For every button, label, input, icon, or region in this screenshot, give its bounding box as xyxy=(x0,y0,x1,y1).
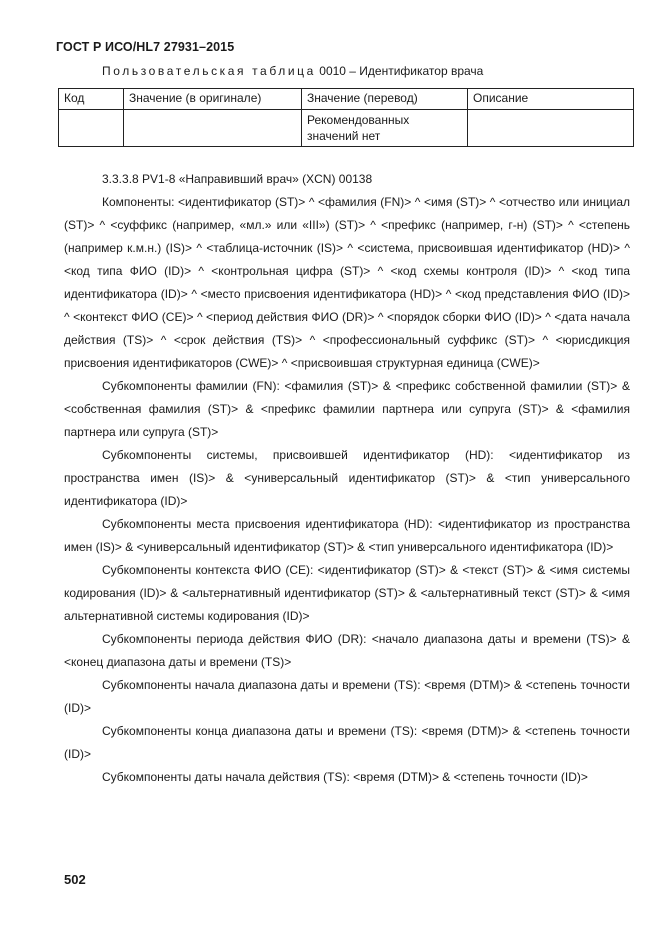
table-caption xyxy=(102,64,483,78)
page-number: 502 xyxy=(64,872,86,887)
table-caption-suffix: 0010 – Идентификатор врача xyxy=(319,64,484,78)
paragraph-fn-subcomponents: Субкомпоненты фамилии (FN): <фамилия (ST)> & <префикс собственной фамилии (ST)> & <собственная фамилия (ST)> & <префикс фамилии партнера или супруга (ST)> & <фамилия партнера или супруга (ST)> xyxy=(64,379,630,439)
values-table xyxy=(58,88,634,147)
paragraph-ts-effective-subcomponents: Субкомпоненты даты начала действия (TS): <время (DTM)> & <степень точности (ID)> xyxy=(102,770,588,784)
section-heading: 3.3.3.8 PV1-8 «Направивший врач» (XCN) 00138 xyxy=(102,172,373,186)
table-cell-translated-value: Рекомендованных значений нет xyxy=(302,110,468,147)
table-cell-description xyxy=(468,110,634,147)
column-header-original-value: Значение (в оригинале) xyxy=(124,89,302,110)
paragraph-ts-start-subcomponents: Субкомпоненты начала диапазона даты и времени (TS): <время (DTM)> & <степень точности (ID)> xyxy=(64,678,630,715)
section-body xyxy=(64,168,630,789)
column-header-code: Код xyxy=(59,89,124,110)
document-header: ГОСТ Р ИСО/HL7 27931–2015 xyxy=(56,40,235,54)
column-header-translated-value: Значение (перевод) xyxy=(302,89,468,110)
table-caption-prefix: Пользовательская таблица xyxy=(102,64,316,78)
table-cell-code xyxy=(59,110,124,147)
column-header-description: Описание xyxy=(468,89,634,110)
paragraph-ce-subcomponents: Субкомпоненты контекста ФИО (CE): <идентификатор (ST)> & <текст (ST)> & <имя системы кодирования (ID)> & <альтернативный идентификатор (ST)> & <альтернативный текст (ST)> & <имя альтернативной системы кодирования (ID)> xyxy=(64,563,630,623)
paragraph-hd-place-subcomponents: Субкомпоненты места присвоения идентификатора (HD): <идентификатор из пространства имен (IS)> & <универсальный идентификатор (ST)> & <тип универсального идентификатора (ID)> xyxy=(64,517,630,554)
paragraph-hd-system-subcomponents: Субкомпоненты системы, присвоившей идентификатор (HD): <идентификатор из пространства имен (IS)> & <универсальный идентификатор (ST)> & <тип универсального идентификатора (ID)> xyxy=(64,448,630,508)
table-row xyxy=(59,110,634,147)
table-header-row xyxy=(59,89,634,110)
paragraph-ts-end-subcomponents: Субкомпоненты конца диапазона даты и времени (TS): <время (DTM)> & <степень точности (ID)> xyxy=(64,724,630,761)
paragraph-dr-subcomponents: Субкомпоненты периода действия ФИО (DR): <начало диапазона даты и времени (TS)> & <конец диапазона даты и времени (TS)> xyxy=(64,632,630,669)
table-cell-original-value xyxy=(124,110,302,147)
paragraph-components: Компоненты: <идентификатор (ST)> ^ <фамилия (FN)> ^ <имя (ST)> ^ <отчество или инициал (ST)> ^ <суффикс (например, «мл.» или «III») (ST)> ^ <префикс (например, г-н) (ST)> ^ <степень (например к.м.н.) (IS)> ^ <таблица-источник (IS)> ^ <система, присвоившая идентификатор (HD)> ^ <код типа ФИО (ID)> ^ <контрольная цифра (ST)> ^ <код схемы контроля (ID)> ^ <код типа идентификатора (ID)> ^ <место присвоения идентификатора (HD)> ^ <код представления ФИО (ID)> ^ <контекст ФИО (CE)> ^ <период действия ФИО (DR)> ^ <порядок сборки ФИО (ID)> ^ <дата начала действия (TS)> ^ <срок действия (TS)> ^ <профессиональный суффикс (ST)> ^ <юрисдикция присвоения идентификаторов (CWE)> ^ <присвоившая структурная единица (CWE)> xyxy=(64,195,630,370)
